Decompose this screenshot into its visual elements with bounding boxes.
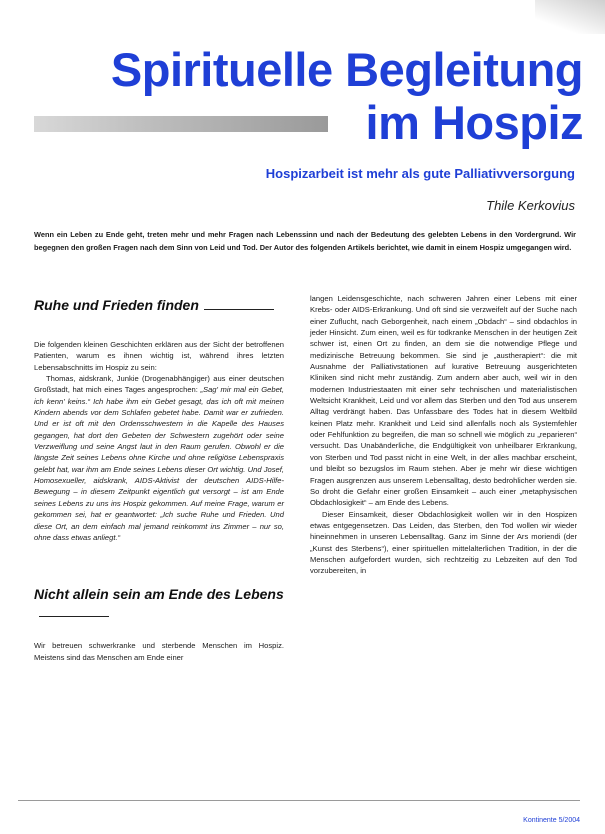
article-subtitle: Hospizarbeit ist mehr als gute Palliativversorgung (265, 166, 575, 181)
heading-rule (204, 309, 274, 310)
section1-paragraph-1: Die folgenden kleinen Geschichten erklären aus der Sicht der betroffenen Patienten, warum es ihnen wichtig ist, während ihres letzten Lebensabschnitts im Hospiz zu sein: (34, 340, 284, 372)
article-author: Thile Kerkovius (486, 198, 575, 213)
right-paragraph-2: Dieser Einsamkeit, dieser Obdachlosigkeit wollen wir in den Hospizen etwas entgegensetzen. Das Leiden, das Sterben, den Tod wollen wir wieder hineinnehmen in unseren Lebensalltag. Ganz im Sinne der Ars moriendi (der „Kunst des Sterbens“), einer spirituellen mittelalterlichen Tradition, in der die Menschen aufgefordert wurden, sich rechtzeitig zu Lebzeiten auf den Tod vorzubereiten, in (310, 509, 577, 576)
right-paragraph-1: langen Leidensgeschichte, nach schweren Jahren einer Lebens mit einer Krebs- oder AIDS-Erkrankung. Und oft sind sie verzweifelt auf der Suche nach einer Zuflucht, nach Geborgenheit, nach einem „Obdach“ – sind obdachlos in jeder Hinsicht. Zum einen, weil es für todkranke Menschen in der heutigen Zeit schwer ist, einen Ort zu finden, an dem sie die notwendige Pflege und medizinische Betreuung bekommen. Sie sind je „austherapiert“: die mit Ausnahme der Palliativstationen auf kurative Betreuung ausgerichteten Kliniken sind nicht mehr zuständig. Zum andern aber auch, weil wir in den modernen Industriestaaten mit einer sehr technischen und materialistischen Weltsicht Krankheit, Leid und vor allem das Sterben und den Tod aus unserem Alltag verdrängt haben. Das Unfassbare des Todes hat in diesem Weltbild keinen Platz mehr. Krankheit und Leid sind allenfalls noch als Systemfehler oder Fehlfunktion zu begreifen, die man so schnell wie möglich zu „reparieren“ versucht. Das Unabänderliche, die Endgültigkeit von unheilbarer Erkrankung, von Sterben und Tod passt nicht in eine Welt, in der alles machbar erscheint, und bleibt so bezugslos im Raum stehen. Aber je mehr wir diese wichtigen Fragen ausgrenzen aus unserem Lebensalltag, desto bedrohlicher werden sie. So droht die Gefahr einer großen Einsamkeit – auch einer „metaphysischen Obdachlosigkeit“ – am Ende des Lebens. (310, 294, 577, 508)
section1-p2-quote: „Sag' mir mal ein Gebet, ich kenn' keins.“ Ich habe ihm ein Gebet gesagt, das ich oft mit meinen Kindern abends vor dem Schlafen gebetet habe. Damit war er zufrieden. Und er ist oft mit den Ordensschwestern in die Kapelle des Hauses gegangen, hat dort den Gebeten der Schwestern zugehört oder seine Verzweiflung und seine Angst laut in den Raum gerufen. Obwohl er die längste Zeit seines Lebens ohne Kirche und ohne religiöse Lebenspraxis gelebt hat, war ihm am Ende seines Lebens dieser Ort wichtig. Und Josef, Homosexueller, aidskrank, AIDS-Aktivist der deutschen AIDS-Hilfe-Bewegung – in diesem Zeitpunkt eigentlich gut versorgt – ist am Ende seines Lebens zu uns ins Hospiz gekommen. Auf meine Frage, warum er gekommen sei, hat er geantwortet: „Ich suche Ruhe und Frieden. Und diese Ort, an dem einfach mal jemand reinkommt ins Zimmer – nur so, ohne dass etwas anliegt.“ (34, 385, 285, 542)
left-column (34, 296, 284, 663)
footer-issue: Kontinente 5/2004 (523, 817, 580, 824)
section1-paragraph-2 (34, 373, 284, 543)
article-title (0, 43, 605, 149)
footer-rule (18, 800, 580, 801)
article-title-line1: Spirituelle Begleitung (110, 43, 583, 96)
heading-rule (39, 616, 109, 617)
article-lead: Wenn ein Leben zu Ende geht, treten mehr und mehr Fragen nach Lebenssinn und nach der Bedeutung des gelebten Lebens in den Vordergrund. Wir begegnen den großen Fragen nach dem Sinn von Leid und Tod. Der Autor des folgenden Artikels berichtet, wie damit in einem Hospiz umgegangen wird. (34, 230, 576, 252)
section1-heading-text: Ruhe und Frieden finden (34, 297, 199, 313)
section2-heading-text: Nicht allein sein am Ende des Lebens (34, 586, 284, 603)
section2-heading (34, 585, 284, 621)
title-decor-bar (34, 116, 328, 132)
right-column (310, 293, 577, 577)
section1-p2-lead: Thomas, aidskrank, Junkie (Drogenabhängiger) aus einer deutschen Großstadt, hat mich eines Tages angesprochen: (34, 374, 284, 395)
section1-heading (34, 296, 284, 314)
page-corner-shadow (535, 0, 605, 34)
article-title-line2: im Hospiz (365, 96, 583, 149)
section2-paragraph-1: Wir betreuen schwerkranke und sterbende Menschen im Hospiz. Meistens sind das Menschen am Ende einer (34, 641, 284, 662)
